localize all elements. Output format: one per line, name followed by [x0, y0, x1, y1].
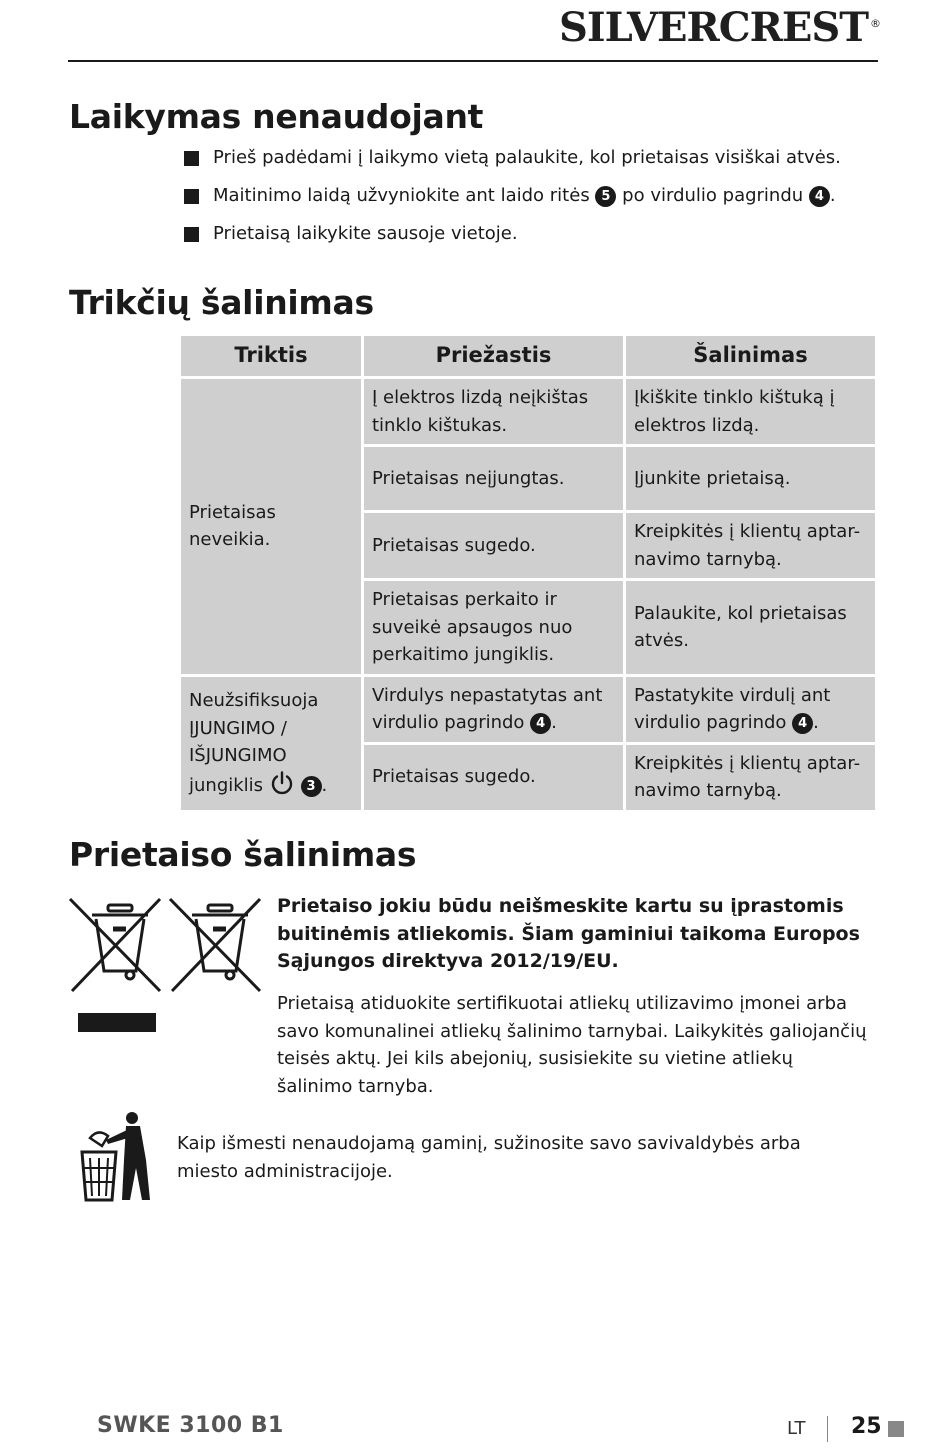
bullet-square-icon [184, 151, 199, 166]
footer-separator [827, 1416, 828, 1442]
fault-cell: Prietaisas neveikia. [180, 378, 363, 676]
storage-heading: Laikymas nenaudojant [69, 97, 484, 136]
list-item: Prieš padėdami į laikymo vietą palaukite, kol prietaisas visiškai atvės. [184, 144, 841, 172]
weee-bar [78, 1013, 156, 1032]
column-header: Šalinimas [625, 335, 877, 378]
troubleshooting-table [178, 333, 878, 813]
cause-cell: Į elektros lizdą neįkištas tinklo kištukas. [363, 378, 625, 446]
ref-number-badge: 3 [301, 776, 322, 797]
ref-number-badge: 4 [530, 713, 551, 734]
power-icon [269, 770, 295, 796]
page-number: 25 [851, 1414, 882, 1439]
remedy-cell: Pastatykite virdulį ant virdulio pagrindo 4 . [625, 675, 877, 743]
table-row [180, 378, 877, 446]
ref-number-badge: 5 [595, 186, 616, 207]
column-header: Triktis [180, 335, 363, 378]
cause-cell: Prietaisas neįjungtas. [363, 446, 625, 512]
bullet-square-icon [184, 189, 199, 204]
ref-number-badge: 4 [809, 186, 830, 207]
cause-cell: Virdulys nepastatytas ant virdulio pagrindo 4 . [363, 675, 625, 743]
bullet-square-icon [184, 227, 199, 242]
remedy-cell: Kreipkitės į klientų aptar-navimo tarnybą. [625, 743, 877, 811]
header-rule [68, 60, 878, 62]
litter-person-icon [80, 1110, 152, 1202]
disposal-municipal-paragraph: Kaip išmesti nenaudojamą gaminį, sužinosite savo savivaldybės arba miesto administracijoje. [177, 1133, 801, 1182]
cause-cell: Prietaisas sugedo. [363, 743, 625, 811]
ref-number-badge: 4 [792, 713, 813, 734]
list-item: Prietaisą laikykite sausoje vietoje. [184, 220, 841, 248]
list-item: Maitinimo laidą užvyniokite ant laido ritės 5 po virdulio pagrindu 4 . [184, 182, 841, 210]
disposal-heading: Prietaiso šalinimas [69, 835, 417, 874]
remedy-cell: Kreipkitės į klientų aptar-navimo tarnybą. [625, 512, 877, 580]
storage-list [184, 144, 841, 258]
troubleshooting-heading: Trikčių šalinimas [69, 283, 374, 322]
column-header: Priežastis [363, 335, 625, 378]
table-row [180, 675, 877, 743]
cause-cell: Prietaisas perkaito ir suveikė apsaugos nuo perkaitimo jungiklis. [363, 580, 625, 676]
crossed-bin-icon [170, 899, 260, 991]
fault-cell: Neužsifiksuoja ĮJUNGIMO / IŠJUNGIMO jungiklis 3 . [180, 675, 363, 811]
table-header-row [180, 335, 877, 378]
cause-cell: Prietaisas sugedo. [363, 512, 625, 580]
footer-model: SWKE 3100 B1 [97, 1413, 284, 1438]
crossed-bin-icon [70, 899, 160, 991]
remedy-cell: Įjunkite prietaisą. [625, 446, 877, 512]
disposal-paragraph: Prietaisą atiduokite sertifikuotai atliekų utilizavimo įmonei arba savo komunalinei atliekų šalinimo tarnybai. Laikykitės galiojančių teisės aktų. Jei kils abejonių, susisiekite su vietine atliekų šalinimo tarnyba. [277, 993, 867, 1097]
brand-logo: SILVERCREST ® [559, 4, 880, 51]
remedy-cell: Įkiškite tinklo kištuką į elektros lizdą. [625, 378, 877, 446]
footer-language: LT [787, 1418, 806, 1439]
remedy-cell: Palaukite, kol prietaisas atvės. [625, 580, 877, 676]
disposal-warning: Prietaiso jokiu būdu neišmeskite kartu su įprastomis buitinėmis atliekomis. Šiam gaminiui taikoma Europos Sąjungos direktyva 2012/19/EU. [277, 895, 860, 972]
footer-square-icon [888, 1421, 904, 1437]
